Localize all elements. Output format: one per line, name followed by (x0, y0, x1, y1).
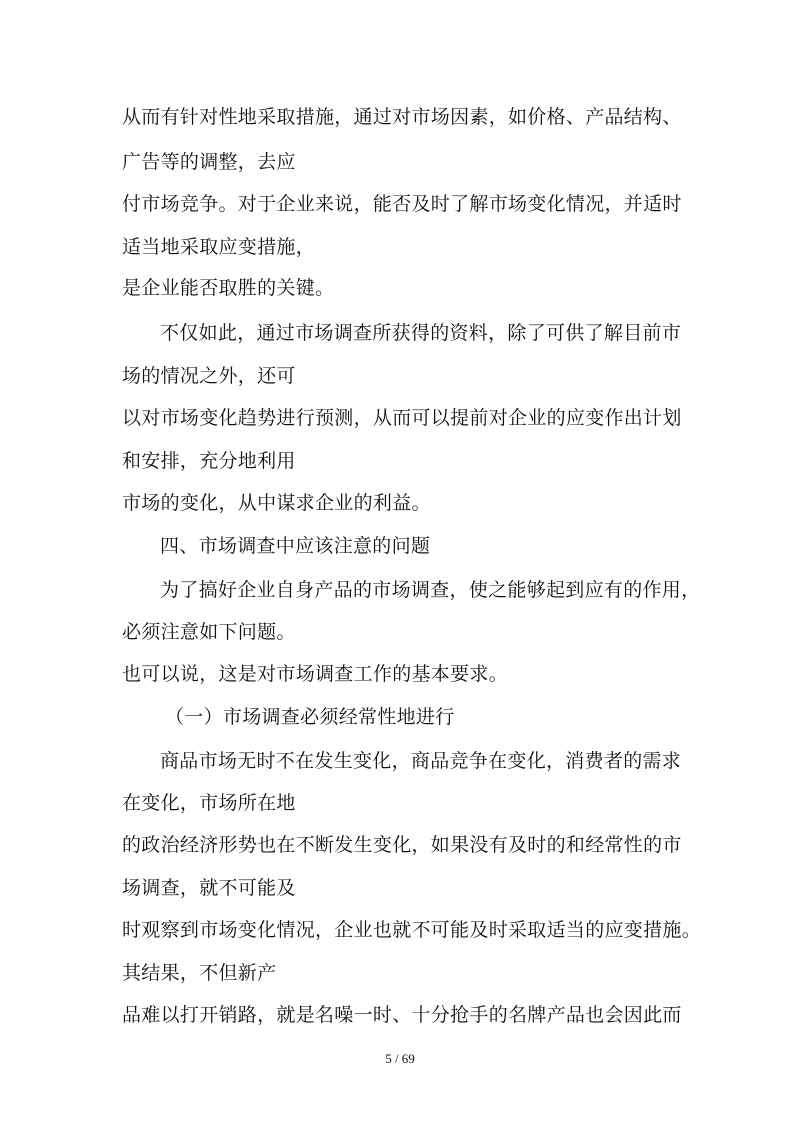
text-line: 是企业能否取胜的关键。 (122, 277, 335, 299)
paragraph-start-line: 商品市场无时不在发生变化，商品竞争在变化，消费者的需求 (160, 750, 682, 772)
text-line: 广告等的调整，去应 (122, 151, 296, 173)
text-line: 以对市场变化趋势进行预测，从而可以提前对企业的应变作出计划 (122, 407, 682, 429)
section-heading: 四、市场调查中应该注意的问题 (160, 535, 431, 557)
subsection-heading: （一）市场调查必须经常性地进行 (165, 706, 455, 728)
text-line: 和安排，充分地利用 (122, 450, 296, 472)
text-line: 场的情况之外，还可 (122, 365, 296, 387)
text-line: 适当地采取应变措施， (122, 236, 316, 258)
text-line: 其结果，不但新产 (122, 962, 277, 984)
text-line: 场调查，就不可能及 (122, 877, 296, 899)
text-line: 品难以打开销路，就是名噪一时、十分抢手的名牌产品也会因此而 (122, 1004, 682, 1026)
text-line: 时观察到市场变化情况，企业也就不可能及时采取适当的应变措施。 (122, 919, 702, 941)
text-line: 市场的变化，从中谋求企业的利益。 (122, 492, 431, 514)
page-number: 5 / 69 (385, 1051, 415, 1066)
text-line: 从而有针对性地采取措施，通过对市场因素，如价格、产品结构、 (122, 106, 682, 128)
text-line: 付市场竞争。对于企业来说，能否及时了解市场变化情况，并适时 (122, 193, 682, 215)
paragraph-start-line: 为了搞好企业自身产品的市场调查，使之能够起到应有的作用， (160, 579, 701, 601)
text-line: 必须注意如下问题。 (122, 621, 296, 643)
text-line: 的政治经济形势也在不断发生变化，如果没有及时的和经常性的市 (122, 834, 682, 856)
text-line: 也可以说，这是对市场调查工作的基本要求。 (122, 663, 509, 685)
paragraph-start-line: 不仅如此，通过市场调查所获得的资料，除了可供了解目前市 (160, 322, 682, 344)
text-line: 在变化，市场所在地 (122, 792, 296, 814)
